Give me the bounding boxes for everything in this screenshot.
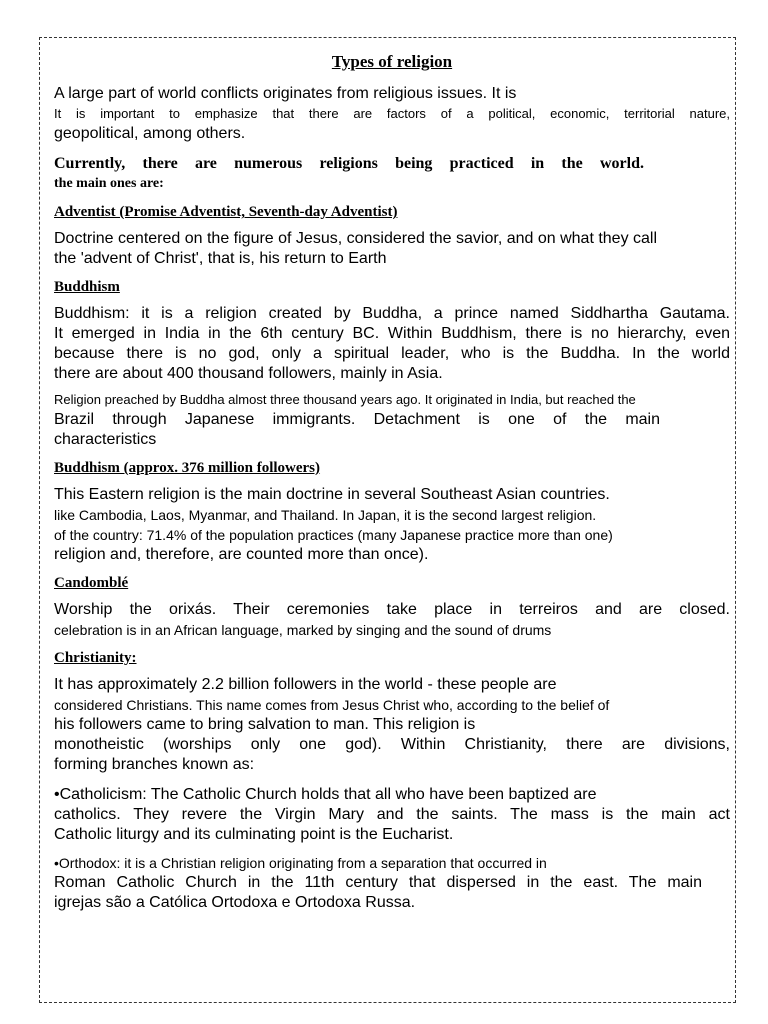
document-body xyxy=(54,52,730,913)
paragraph-line: the 'advent of Christ', that is, his return to Earth xyxy=(54,250,387,267)
paragraph-line: Religion preached by Buddha almost three thousand years ago. It originated in India, but reached the xyxy=(54,392,636,407)
orthodox-paragraph xyxy=(54,853,730,913)
paragraph-line: It has approximately 2.2 billion followers in the world - these people are xyxy=(54,676,557,693)
section-heading-buddhism-followers: Buddhism (approx. 376 million followers) xyxy=(54,460,321,476)
section-heading-christianity: Christianity: xyxy=(54,650,137,666)
paragraph-line: Doctrine centered on the figure of Jesus, considered the savior, and on what they call xyxy=(54,230,658,247)
paragraph-line: celebration is in an African language, marked by singing and the sound of drums xyxy=(54,622,552,638)
buddhism-paragraph xyxy=(54,304,730,450)
intro-paragraph xyxy=(54,84,730,144)
paragraph-line: like Cambodia, Laos, Myanmar, and Thailand. In Japan, it is the second largest religion. xyxy=(54,507,597,523)
intro-line: It is important to emphasize that there are factors of a political, economic, territorial nature, xyxy=(54,106,730,121)
currently-paragraph xyxy=(54,154,730,194)
catholicism-paragraph xyxy=(54,785,730,845)
adventist-paragraph xyxy=(54,229,730,269)
paragraph-line: It emerged in India in the 6th century BC. Within Buddhism, there is no hierarchy, even xyxy=(54,325,730,342)
paragraph-line: his followers came to bring salvation to man. This religion is xyxy=(54,716,476,733)
christianity-paragraph xyxy=(54,675,730,775)
intro-line: geopolitical, among others. xyxy=(54,125,246,142)
currently-line: the main ones are: xyxy=(54,176,164,191)
paragraph-line: monotheistic (worships only one god). Within Christianity, there are divisions, xyxy=(54,736,730,753)
paragraph-line: •Orthodox: it is a Christian religion originating from a separation that occurred in xyxy=(54,855,547,871)
paragraph-line: This Eastern religion is the main doctrine in several Southeast Asian countries. xyxy=(54,486,610,503)
paragraph-line: there are about 400 thousand followers, mainly in Asia. xyxy=(54,365,443,382)
paragraph-line: considered Christians. This name comes from Jesus Christ who, according to the belief of xyxy=(54,697,610,713)
currently-line: Currently, there are numerous religions being practiced in the world. xyxy=(54,155,644,172)
paragraph-line: Buddhism: it is a religion created by Buddha, a prince named Siddhartha Gautama. xyxy=(54,305,730,322)
paragraph-line: forming branches known as: xyxy=(54,756,255,773)
candomble-paragraph xyxy=(54,600,730,640)
document-title: Types of religion xyxy=(331,52,453,71)
paragraph-line: catholics. They revere the Virgin Mary and the saints. The mass is the main act xyxy=(54,806,730,823)
paragraph-line: characteristics xyxy=(54,431,157,448)
section-heading-candomble: Candomblé xyxy=(54,575,129,591)
paragraph-line: because there is no god, only a spiritual leader, who is the Buddha. In the world xyxy=(54,345,730,362)
buddhism-followers-paragraph xyxy=(54,485,730,565)
paragraph-line: Brazil through Japanese immigrants. Detachment is one of the main xyxy=(54,411,660,428)
section-heading-adventist: Adventist (Promise Adventist, Seventh-day Adventist) xyxy=(54,204,398,220)
paragraph-line: Roman Catholic Church in the 11th century that dispersed in the east. The main xyxy=(54,874,702,891)
paragraph-line: igrejas são a Católica Ortodoxa e Ortodoxa Russa. xyxy=(54,894,416,911)
paragraph-line: of the country: 71.4% of the population practices (many Japanese practice more than one) xyxy=(54,527,613,543)
paragraph-line: •Catholicism: The Catholic Church holds that all who have been baptized are xyxy=(54,786,597,803)
paragraph-line: Worship the orixás. Their ceremonies take place in terreiros and are closed. xyxy=(54,601,730,618)
paragraph-line: Catholic liturgy and its culminating point is the Eucharist. xyxy=(54,826,454,843)
paragraph-line: religion and, therefore, are counted more than once). xyxy=(54,546,429,563)
intro-line: A large part of world conflicts originates from religious issues. It is xyxy=(54,85,517,102)
section-heading-buddhism: Buddhism xyxy=(54,279,120,295)
